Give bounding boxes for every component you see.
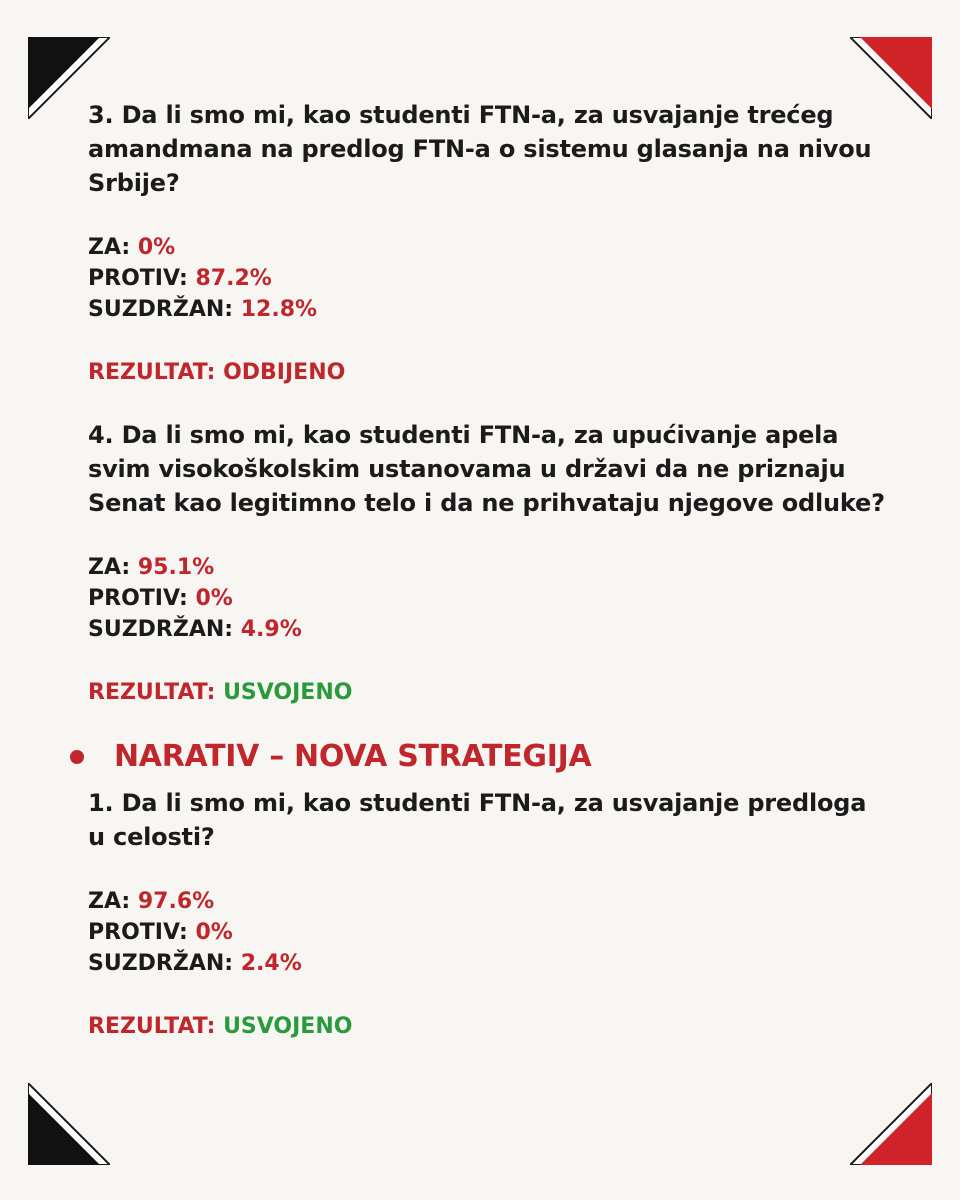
result-value: USVOJENO — [223, 1014, 353, 1039]
question-block — [88, 786, 888, 1042]
vote-label: PROTIV: — [88, 586, 188, 611]
vote-for — [88, 552, 888, 583]
result-label: REZULTAT: — [88, 360, 216, 385]
vote-value: 4.9% — [240, 617, 302, 642]
vote-against — [88, 263, 888, 294]
vote-label: ZA: — [88, 889, 131, 914]
corner-decoration-bottom-right — [850, 1083, 932, 1165]
vote-abstain — [88, 614, 888, 645]
vote-list — [88, 886, 888, 979]
vote-against — [88, 583, 888, 614]
vote-label: SUZDRŽAN: — [88, 617, 234, 642]
result-line — [88, 1011, 888, 1042]
vote-value: 12.8% — [240, 297, 318, 322]
vote-label: SUZDRŽAN: — [88, 297, 234, 322]
section-title: NARATIV – NOVA STRATEGIJA — [114, 739, 592, 774]
section-heading — [88, 738, 888, 776]
vote-for — [88, 886, 888, 917]
vote-list — [88, 552, 888, 645]
vote-abstain — [88, 294, 888, 325]
vote-value: 87.2% — [195, 266, 272, 291]
voting-results-content — [88, 98, 888, 1072]
question-text: 1. Da li smo mi, kao studenti FTN-a, za usvajanje predloga u celosti? — [88, 789, 867, 851]
vote-value: 0% — [195, 920, 233, 945]
bullet-dot-icon — [70, 750, 84, 764]
result-value: USVOJENO — [223, 680, 353, 705]
vote-label: ZA: — [88, 235, 131, 260]
vote-label: ZA: — [88, 555, 131, 580]
vote-abstain — [88, 948, 888, 979]
vote-value: 95.1% — [137, 555, 215, 580]
question-text: 4. Da li smo mi, kao studenti FTN-a, za upućivanje apela svim visokoškolskim ustanovama u državi da ne priznaju Senat kao legitimno telo i da ne prihvataju njegove odluke? — [88, 421, 885, 517]
result-line — [88, 357, 888, 388]
vote-value: 97.6% — [137, 889, 215, 914]
result-label: REZULTAT: — [88, 680, 216, 705]
vote-against — [88, 917, 888, 948]
question-block — [88, 98, 888, 388]
question-block — [88, 418, 888, 708]
vote-label: SUZDRŽAN: — [88, 951, 234, 976]
corner-decoration-bottom-left — [28, 1083, 110, 1165]
vote-for — [88, 232, 888, 263]
vote-value: 2.4% — [240, 951, 302, 976]
vote-label: PROTIV: — [88, 266, 188, 291]
result-value: ODBIJENO — [223, 360, 346, 385]
result-line — [88, 677, 888, 708]
result-label: REZULTAT: — [88, 1014, 216, 1039]
vote-value: 0% — [137, 235, 176, 260]
vote-label: PROTIV: — [88, 920, 188, 945]
question-text: 3. Da li smo mi, kao studenti FTN-a, za usvajanje trećeg amandmana na predlog FTN-a o sistemu glasanja na nivou Srbije? — [88, 101, 872, 197]
vote-list — [88, 232, 888, 325]
vote-value: 0% — [195, 586, 233, 611]
